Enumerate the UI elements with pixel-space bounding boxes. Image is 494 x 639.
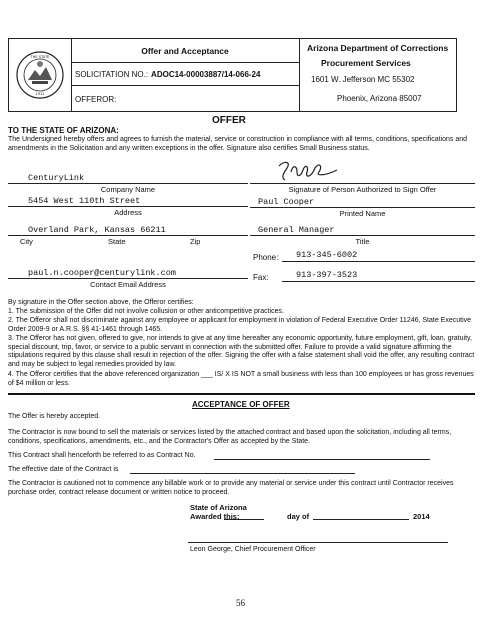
acceptance-p2: The Contractor is now bound to sell the materials or services listed by the attached contract and based upon the solicitation, including all terms, conditions, specifications, amendments, etc., and the Contractor's Offer as accepted by the State. (8, 429, 452, 445)
form-title: Offer and Acceptance (141, 45, 229, 56)
signature-line[interactable] (250, 183, 475, 184)
address-label: Address (114, 208, 142, 217)
company-name-label: Company Name (100, 185, 156, 194)
email-label: Contact Email Address (90, 280, 166, 289)
cert-item-2: 2. The Offeror shall not discriminate against any employee or applicant for employment in violation of Federal Executive Order 11246, State Executive Order 2009-9 or A.R.S. §§ 41-1461 through 1465. (8, 317, 472, 333)
acceptance-divider (8, 393, 475, 395)
title-label: Title (355, 237, 370, 246)
awarded-day-line[interactable] (224, 519, 264, 520)
title-line (250, 235, 475, 236)
agency-address-line2: Phoenix, Arizona 85007 (337, 94, 422, 103)
city-label: City (20, 237, 33, 246)
email-line (8, 278, 248, 279)
page-number: 56 (236, 598, 245, 608)
solicitation-number: ADOC14-00003887/14-066-24 (151, 69, 261, 79)
agency-name: Arizona Department of Corrections (307, 43, 449, 53)
header-agency (299, 39, 456, 111)
officer-signature-line[interactable] (188, 542, 448, 543)
address-value[interactable]: 5454 West 110th Street (28, 196, 141, 206)
solicitation-label: SOLICITATION NO.: (75, 69, 149, 79)
certs-intro: By signature in the Offer section above, the Offeror certifies: (8, 299, 194, 306)
offer-heading: OFFER (212, 115, 246, 126)
address-line (8, 206, 248, 207)
cert-item-1: 1. The submission of the Offer did not involve collusion or other anticompetitive practices. (8, 308, 284, 315)
cert-item-3: 3. The Offeror has not given, offered to give, nor intends to give at any time hereafter any economic opportunity, future employment, gift, loan, gratuity, special discount, trip, favor, or service to a public servant in connection with the submitted offer. Failure to provide a valid signature affirming the stipulations required by this clause shall result in rejection of the offer. Signing the offer with a false statement shall void the offer, any resulting contract and may be subject to legal remedies provided by law. (8, 335, 475, 368)
phone-value[interactable]: 913-345-6002 (296, 250, 358, 260)
phone-line (282, 261, 475, 262)
officer-name: Leon George, Chief Procurement Officer (190, 546, 316, 553)
city-state-zip-value[interactable]: Overland Park, Kansas 66211 (28, 225, 166, 235)
offer-to: TO THE STATE OF ARIZONA: (8, 126, 119, 135)
header-box (8, 38, 457, 112)
day-of-line[interactable] (313, 519, 409, 520)
zip-label: Zip (190, 237, 201, 246)
fax-value[interactable]: 913-397-3523 (296, 270, 358, 280)
signature-label: Signature of Person Authorized to Sign Offer (288, 185, 437, 194)
acceptance-p3: This Contract shall henceforth be referred to as Contract No. (8, 452, 196, 459)
title-value[interactable]: General Manager (258, 225, 335, 235)
contract-number-line[interactable] (214, 459, 430, 460)
award-year: 2014 (413, 512, 430, 521)
offer-intro: The Undersigned hereby offers and agrees to furnish the material, service or construction in compliance with all terms, conditions, specifications and amendments in the Solicitation and any written exceptions in the offer. Signature also certifies Small Business status. (8, 136, 467, 152)
signature-icon (275, 158, 345, 184)
svg-text:THE STATE: THE STATE (30, 55, 50, 59)
acceptance-p4: The effective date of the Contract is (8, 466, 119, 473)
printed-name-line (250, 207, 475, 208)
arizona-seal-icon (15, 50, 65, 100)
division-name: Procurement Services (321, 58, 411, 68)
cert-item-4: 4. The Offeror certifies that the above referenced organization ___ IS/ X IS NOT a small business with less than 100 employees or has gross revenues of $4 million or less. (8, 371, 474, 387)
acceptance-p1: The Offer is hereby accepted. (8, 413, 101, 420)
acceptance-heading: ACCEPTANCE OF OFFER (192, 400, 290, 409)
printed-name-value[interactable]: Paul Cooper (258, 197, 315, 207)
agency-address-line1: 1601 W. Jefferson MC 55302 (311, 75, 415, 84)
svg-text:1912: 1912 (35, 92, 45, 96)
city-line (8, 235, 248, 236)
state-label: State (108, 237, 126, 246)
header-middle (71, 39, 300, 111)
awarded-label: Awarded this: (190, 512, 240, 521)
company-name-value[interactable]: CenturyLink (28, 173, 85, 183)
company-name-line (8, 183, 248, 184)
email-value[interactable]: paul.n.cooper@centurylink.com (28, 268, 176, 278)
state-of-arizona: State of Arizona (190, 503, 247, 512)
day-of-label: day of (287, 512, 310, 521)
effective-date-line[interactable] (130, 473, 355, 474)
fax-line (282, 281, 475, 282)
printed-name-label: Printed Name (339, 209, 386, 218)
fax-label: Fax: (253, 273, 269, 282)
state-seal (9, 39, 72, 111)
phone-label: Phone: (253, 253, 279, 262)
offeror-label: OFFEROR: (75, 94, 117, 104)
acceptance-p5: The Contractor is cautioned not to commence any billable work or to provide any material or service under this contract until Contractor receives purchase order, contract release document or written notice to proceed. (8, 480, 454, 496)
